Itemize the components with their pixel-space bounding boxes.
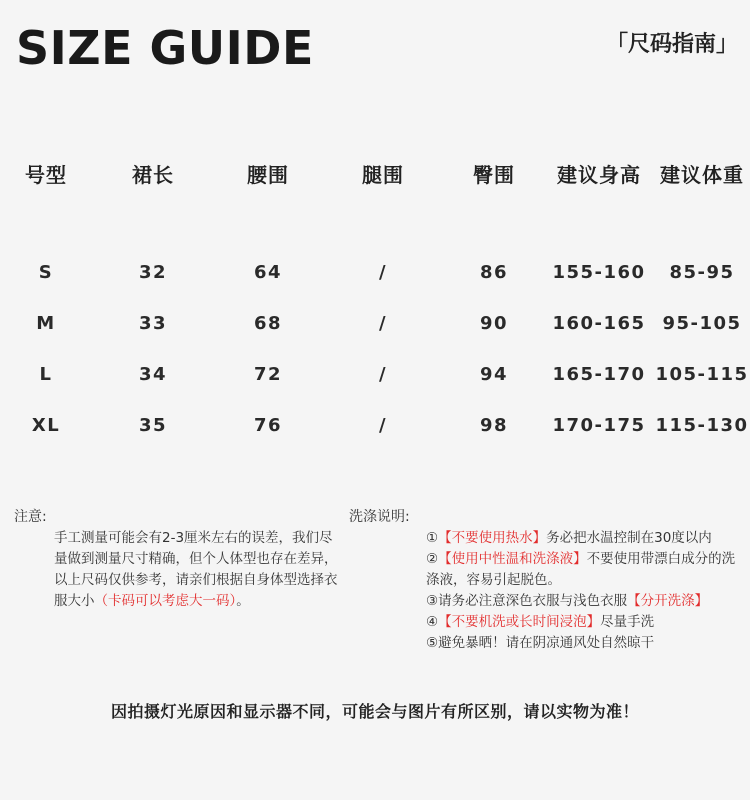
table-cell: /	[378, 415, 388, 436]
wash-item-highlight: 【不要机洗或长时间浸泡】	[438, 614, 601, 630]
table-cell: M	[36, 313, 56, 334]
header-cell-size: 号型	[25, 162, 67, 187]
wash-item-highlight: 【使用中性温和洗涤液】	[438, 551, 587, 567]
wash-item-text: 务必把水温控制在30度以内	[546, 530, 712, 546]
table-cell: 90	[479, 313, 509, 334]
wash-item-highlight: 【不要使用热水】	[438, 530, 547, 546]
table-row	[0, 400, 750, 451]
wash-item	[426, 549, 746, 591]
table-cell: 76	[253, 415, 283, 436]
table-cell: L	[39, 364, 53, 385]
notes-body	[54, 528, 346, 612]
size-table	[0, 150, 750, 451]
table-cell: 32	[138, 262, 168, 283]
table-cell: 85-95	[669, 262, 735, 283]
notes-label: 注意:	[14, 509, 47, 525]
footer-disclaimer: 因拍摄灯光原因和显示器不同，可能会与图片有所区别，请以实物为准！	[110, 702, 639, 721]
table-cell: 165-170	[552, 364, 646, 385]
table-cell: 95-105	[662, 313, 742, 334]
wash-item-highlight: 【分开洗涤】	[627, 593, 709, 609]
table-cell: 72	[253, 364, 283, 385]
table-row	[0, 349, 750, 400]
table-cell: 33	[138, 313, 168, 334]
page-title: SIZE GUIDE	[16, 21, 314, 75]
header-cell-height: 建议身高	[557, 162, 641, 187]
wash-item-number: ①	[426, 530, 439, 546]
wash-item	[426, 528, 746, 549]
table-cell: 86	[479, 262, 509, 283]
table-cell: /	[378, 262, 388, 283]
table-row	[0, 247, 750, 298]
header-cell-thigh: 腿围	[362, 162, 404, 187]
wash-item	[426, 591, 746, 612]
wash-instructions	[426, 528, 746, 654]
wash-item-number: ⑤	[426, 635, 439, 651]
table-cell: 160-165	[552, 313, 646, 334]
wash-item-number: ④	[426, 614, 439, 630]
header-cell-weight: 建议体重	[660, 162, 744, 187]
table-cell: 68	[253, 313, 283, 334]
page-subtitle: 「尺码指南」	[605, 32, 738, 57]
table-header-row	[0, 150, 750, 196]
table-cell: 115-130	[655, 415, 749, 436]
header-cell-waist: 腰围	[247, 162, 289, 187]
table-cell: 34	[138, 364, 168, 385]
notes-text: 手工测量可能会有2-3厘米左右的误差，我们尽量做到测量尺寸精确，但个人体型也存在差异，以上尺码仅供参考，请亲们根据自身体型选择衣服大小	[54, 530, 338, 609]
wash-label: 洗涤说明:	[349, 509, 410, 525]
wash-item	[426, 633, 746, 654]
table-cell: 155-160	[552, 262, 646, 283]
table-cell: 105-115	[655, 364, 749, 385]
wash-item-number: ③	[426, 593, 439, 609]
wash-item-number: ②	[426, 551, 439, 567]
table-cell: 94	[479, 364, 509, 385]
table-cell: 170-175	[552, 415, 646, 436]
table-row	[0, 298, 750, 349]
wash-item-text: 请务必注意深色衣服与浅色衣服	[438, 593, 628, 609]
wash-item	[426, 612, 746, 633]
table-cell: 98	[479, 415, 509, 436]
notes-end: 。	[236, 593, 250, 609]
notes-highlight: （卡码可以考虑大一码）	[94, 593, 237, 609]
table-cell: S	[38, 262, 54, 283]
wash-item-text: 不要使用带漂白成分的洗涤液，容易引起脱色。	[426, 551, 736, 588]
header-cell-hip: 臀围	[473, 162, 515, 187]
wash-item-text: 避免暴晒！请在阴凉通风处自然晾干	[438, 635, 655, 651]
wash-item-text: 尽量手洗	[600, 614, 655, 630]
header-cell-length: 裙长	[132, 162, 174, 187]
table-cell: 64	[253, 262, 283, 283]
table-cell: /	[378, 313, 388, 334]
table-cell: 35	[138, 415, 168, 436]
table-cell: /	[378, 364, 388, 385]
table-cell: XL	[31, 415, 61, 436]
